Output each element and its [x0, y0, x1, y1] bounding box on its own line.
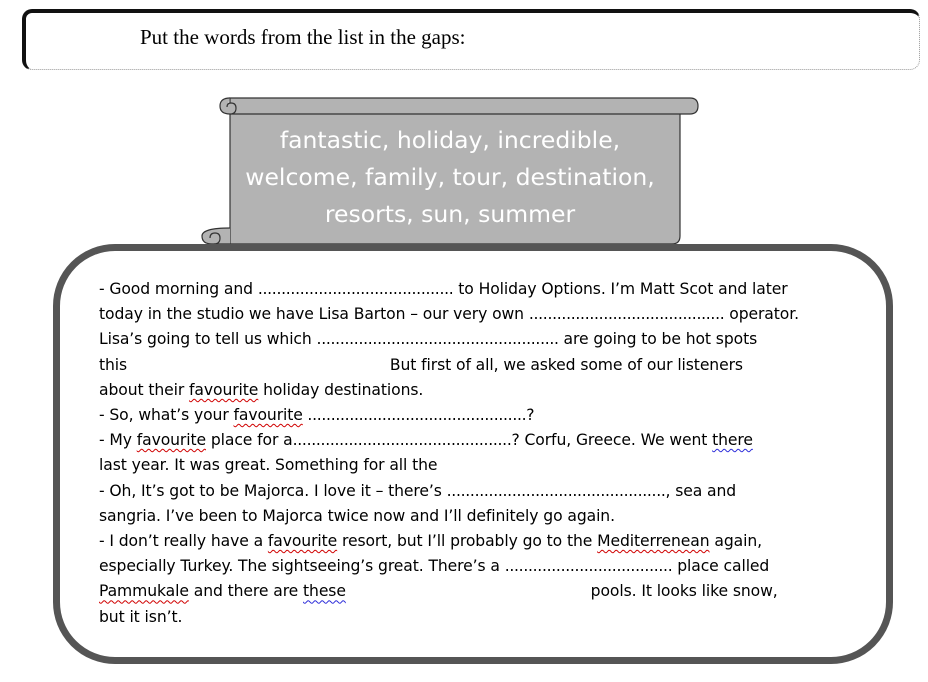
dialog-line	[99, 453, 859, 478]
dialog-text-span: holiday destinations.	[258, 380, 424, 399]
dialog-text-span: - So, what’s your	[99, 406, 234, 425]
dialog-text-span: ?	[526, 406, 535, 425]
dialog-line	[99, 479, 859, 504]
dialog-text-span: operator.	[724, 305, 799, 324]
gap-blank: ....................................................	[316, 330, 559, 349]
spelling-flag: favourite	[267, 532, 338, 551]
dialog-line	[99, 554, 859, 579]
dialog-line	[99, 428, 859, 453]
dialog-text-span: - My	[99, 431, 137, 450]
word-list-scroll	[200, 94, 700, 246]
dialog-text-span: place for a	[205, 431, 293, 450]
gap-blank: ..........................................	[528, 305, 725, 324]
dialog-line	[99, 504, 859, 529]
dialog-line	[99, 605, 859, 630]
word-list-line-1: fantastic, holiday, incredible,	[279, 126, 621, 154]
dialog-text-span: this	[99, 355, 128, 374]
spelling-flag: favourite	[136, 431, 206, 450]
gap-blank: ...............................................	[446, 481, 666, 500]
word-list-line-2: welcome, family, tour, destination,	[245, 163, 655, 191]
dialog-text-span: about their	[99, 380, 190, 399]
gap-blank: ...............................................	[302, 406, 527, 425]
gap-blank: ..........................................	[257, 280, 454, 298]
dialog-line	[99, 277, 859, 302]
dialog-text	[99, 277, 859, 630]
dialog-text-span: - Good morning and	[99, 280, 258, 298]
gap-blank	[437, 455, 675, 471]
dialog-line	[99, 529, 859, 554]
dialog-line	[99, 302, 859, 327]
spelling-flag: Mediterrenean	[597, 532, 710, 551]
dialog-line	[99, 403, 859, 428]
dialog-text-span: - I don’t really have a	[99, 532, 268, 551]
dialog-line	[99, 327, 859, 352]
gap-blank: ....................................	[504, 557, 673, 576]
dialog-text-span: pools. It looks like snow,	[585, 582, 778, 601]
dialog-text-span: Lisa’s going to tell us which	[99, 330, 317, 349]
dialog-text-span: But first of all, we asked some of our listeners	[385, 355, 743, 374]
dialog-text-span: but it isn’t.	[99, 607, 183, 626]
dialog-text-span: - Oh, It’s got to be Majorca. I love it – there’s	[99, 481, 447, 500]
grammar-flag: there	[712, 431, 753, 450]
dialog-text-span: today in the studio we have Lisa Barton – our very own	[99, 305, 529, 324]
grammar-flag: these	[303, 582, 346, 601]
spelling-flag: favourite	[233, 406, 303, 425]
dialog-line	[99, 579, 859, 604]
dialog-line	[99, 353, 859, 378]
dialog-text-span: sangria. I’ve been to Majorca twice now and I’ll definitely go again.	[99, 506, 615, 525]
spelling-flag: Pammukale	[99, 582, 189, 601]
dialog-text-span: , sea and	[665, 481, 737, 500]
dialog-text-span: resort, but I’ll probably go to the	[337, 532, 598, 551]
word-list	[230, 122, 670, 233]
dialog-line	[99, 378, 859, 403]
gap-blank: ...............................................	[292, 431, 512, 450]
gap-blank	[127, 354, 385, 370]
dialog-text-span: place called	[672, 557, 770, 576]
dialog-text-span: are going to be hot spots	[558, 330, 758, 349]
dialog-text-span: ? Corfu, Greece. We went	[511, 431, 713, 450]
word-list-line-3: resorts, sun, summer	[324, 200, 576, 228]
dialog-text-span: last year. It was great. Something for all the	[99, 456, 438, 475]
dialog-text-span: again,	[709, 532, 762, 551]
dialog-text-span: to Holiday Options. I’m Matt Scot and later	[453, 280, 788, 298]
dialog-text-span: and there are	[188, 582, 304, 601]
instruction-box	[22, 9, 920, 70]
spelling-flag: favourite	[189, 380, 259, 399]
instruction-text: Put the words from the list in the gaps:	[140, 25, 466, 49]
gap-blank	[346, 581, 586, 597]
dialog-text-span: especially Turkey. The sightseeing’s great. There’s a	[99, 557, 505, 576]
